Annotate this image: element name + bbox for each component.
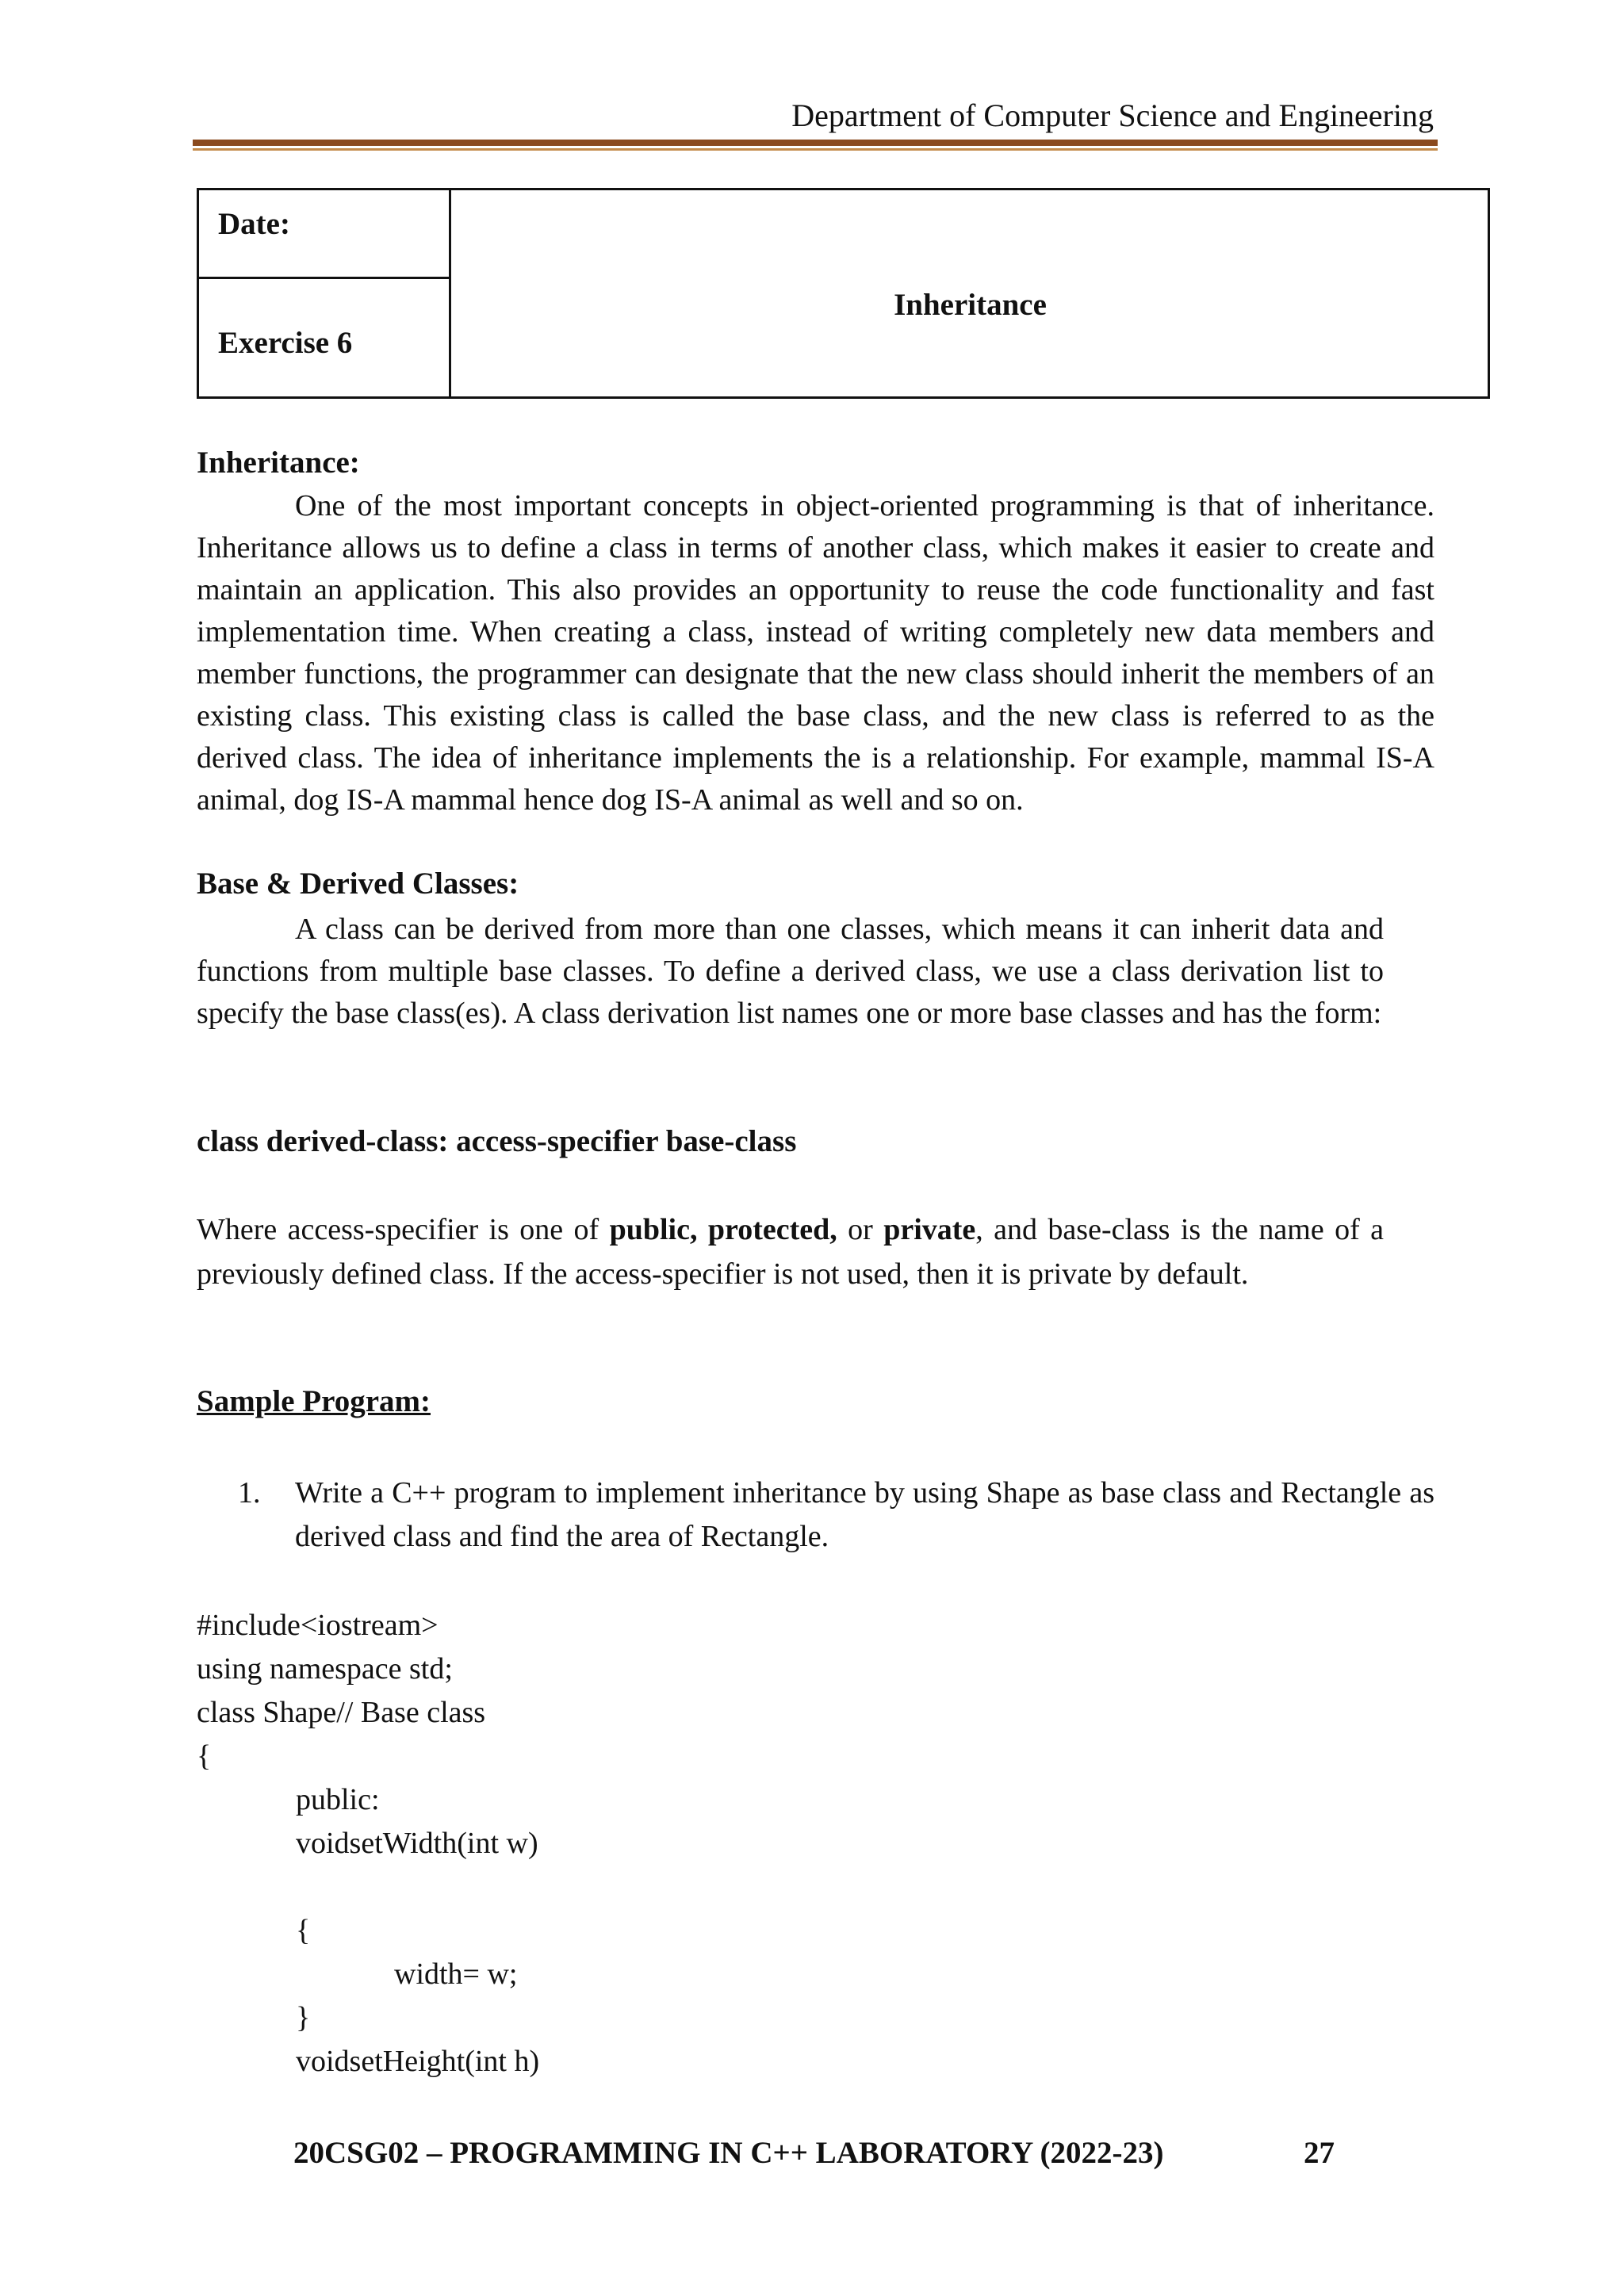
code-line-3: class Shape// Base class [197, 1696, 486, 1729]
code-line-9: } [296, 2001, 311, 2034]
keyword-private: private [883, 1213, 976, 1246]
base-derived-heading: Base & Derived Classes: [197, 867, 519, 901]
keyword-public: public, [609, 1213, 698, 1246]
access-or: or [837, 1213, 884, 1246]
inheritance-paragraph [197, 485, 1434, 821]
code-line-7: { [296, 1914, 311, 1947]
header-rule-thick [193, 140, 1438, 146]
exercise-cell [199, 279, 451, 396]
exercise-title: Inheritance [894, 288, 1047, 322]
inheritance-heading: Inheritance: [197, 446, 360, 480]
base-derived-paragraph [197, 909, 1384, 1035]
access-specifier-paragraph [197, 1207, 1384, 1296]
code-line-2: using namespace std; [197, 1652, 453, 1686]
header-rule-thin [193, 148, 1438, 151]
sample-list-item [238, 1471, 1434, 1567]
code-line-1: #include<iostream> [197, 1609, 439, 1642]
code-line-8: width= w; [394, 1957, 518, 1991]
page-number: 27 [1304, 2136, 1335, 2170]
list-item-number: 1. [238, 1476, 261, 1510]
access-text-end: , and base-class is the name of a previously defined class. If the access-specifier is not used, then it is private by default. [197, 1213, 1385, 1291]
code-line-10: voidsetHeight(int h) [296, 2045, 540, 2078]
base-derived-text: A class can be derived from more than one classes, which means it can inherit data and functions from multiple base classes. To define a derived class, we use a class derivation list to specify the base class(es). A class derivation list names one or more base classes and has the form: [197, 913, 1384, 1030]
inheritance-text: One of the most important concepts in object-oriented programming is that of inheritance. Inheritance allows us to define a class in terms of another class, which makes it easier to create and maintain an application. This also provides an opportunity to reuse the code functionality and fast implementation time. When creating a class, instead of writing completely new data members and member functions, the programmer can designate that the new class should inherit the members of an existing class. This existing class is called the base class, and the new class is referred to as the derived class. The idea of inheritance implements the is a relationship. For example, mammal IS-A animal, dog IS-A mammal hence dog IS-A animal as well and so on. [197, 489, 1434, 817]
sample-program-heading: Sample Program: [197, 1384, 431, 1418]
exercise-title-table [197, 188, 1490, 399]
exercise-label: Exercise 6 [218, 326, 353, 360]
access-text-start: Where access-specifier is one of [197, 1213, 610, 1246]
course-footer: 20CSG02 – PROGRAMMING IN C++ LABORATORY (2022-23) [293, 2136, 1164, 2170]
code-line-4: { [197, 1739, 212, 1773]
derivation-syntax: class derived-class: access-specifier base-class [197, 1124, 797, 1158]
keyword-protected: protected, [707, 1213, 837, 1246]
code-line-6: voidsetWidth(int w) [296, 1827, 538, 1860]
date-label: Date: [218, 207, 290, 241]
list-item-text: Write a C++ program to implement inheritance by using Shape as base class and Rectangle as derived class and find the area of Rectangle. [295, 1476, 1434, 1553]
department-header: Department of Computer Science and Engineering [791, 98, 1434, 133]
date-cell [199, 190, 451, 279]
code-line-5: public: [296, 1783, 380, 1816]
